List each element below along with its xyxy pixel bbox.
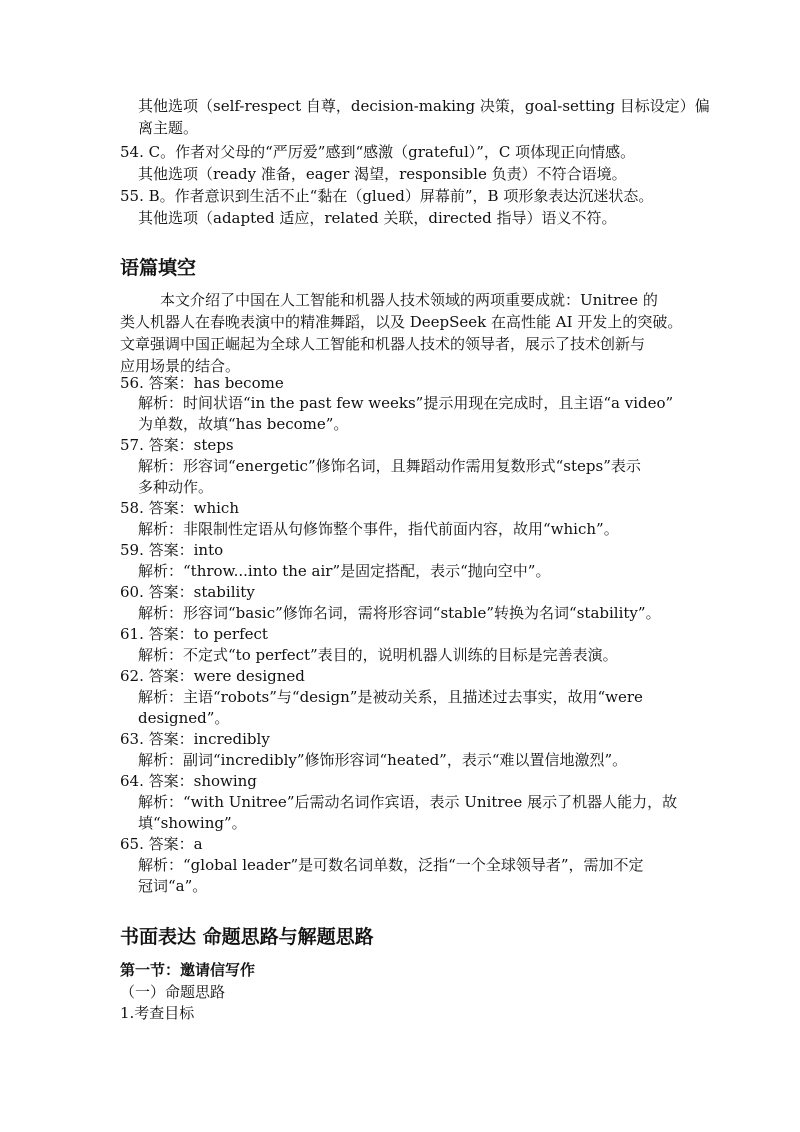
analysis-line: 解析：形容词“energetic”修饰名词，且舞蹈动作需用复数形式“steps”表示 [138,457,641,475]
answer-line: 60. 答案：stability [120,583,255,601]
intro-line: 类人机器人在春晚表演中的精准舞蹈，以及 DeepSeek 在高性能 AI 开发上的突破。 [120,313,683,331]
analysis-line: 解析：主语“robots”与“design”是被动关系，且描述过去事实，故用“were [138,688,643,706]
section-subtitle: 第一节：邀请信写作 [120,961,256,979]
analysis-line: 多种动作。 [138,478,214,496]
intro-line: 本文介绍了中国在人工智能和机器人技术领域的两项重要成就：Unitree 的 [160,291,658,309]
analysis-line: designed”。 [138,709,230,727]
intro-line: 应用场景的结合。 [120,357,241,375]
analysis-line: 解析：不定式“to perfect”表目的，说明机器人训练的目标是完善表演。 [138,646,618,664]
analysis-line: 填“showing”。 [138,814,247,832]
analysis-line: 冠词“a”。 [138,877,208,895]
answer-line: 58. 答案：which [120,499,239,517]
analysis-line: 解析：“global leader”是可数名词单数，泛指“一个全球领导者”，需加不定 [138,856,644,874]
part-title: （一）命题思路 [120,983,226,1001]
section-title-writing: 书面表达 命题思路与解题思路 [120,926,374,948]
intro-line: 文章强调中国正崛起为全球人工智能和机器人技术的领导者，展示了技术创新与 [120,335,646,353]
answer-line: 59. 答案：into [120,541,224,559]
analysis-line: 解析：“throw...into the air”是固定搭配，表示“抛向空中”。 [138,562,551,580]
answer-line: 61. 答案：to perfect [120,625,268,643]
analysis-line: 解析：副词“incredibly”修饰形容词“heated”，表示“难以置信地激烈”。 [138,751,628,769]
answer-line: 62. 答案：were designed [120,667,305,685]
answer-line: 63. 答案：incredibly [120,730,270,748]
answer-55: 55. B。作者意识到生活不止“黏在（glued）屏幕前”，B 项形象表达沉迷状态。 [120,187,654,205]
analysis-line: 解析：非限制性定语从句修饰整个事件，指代前面内容，故用“which”。 [138,520,619,538]
answer-line: 65. 答案：a [120,835,203,853]
answer-54: 54. C。作者对父母的“严厉爱”感到“感激（grateful）”，C 项体现正向情感。 [120,143,636,161]
answer-line: 56. 答案：has become [120,374,284,392]
analysis-line: 解析：“with Unitree”后需动名词作宾语，表示 Unitree 展示了机器人能力，故 [138,793,678,811]
item-title: 1.考查目标 [120,1004,195,1022]
answer-line: 57. 答案：steps [120,436,234,454]
text-line: 其他选项（self-respect 自尊，decision-making 决策，goal-setting 目标设定）偏 [138,97,710,115]
text-line: 其他选项（adapted 适应，related 关联，directed 指导）语义不符。 [138,209,617,227]
analysis-line: 解析：形容词“basic”修饰名词，需将形容词“stable”转换为名词“stability”。 [138,604,661,622]
analysis-line: 为单数，故填“has become”。 [138,415,349,433]
analysis-line: 解析：时间状语“in the past few weeks”提示用现在完成时，且主语“a video” [138,394,674,412]
text-line: 离主题。 [138,119,199,137]
answer-line: 64. 答案：showing [120,772,257,790]
text-line: 其他选项（ready 准备，eager 渴望，responsible 负责）不符合语境。 [138,165,627,183]
section-title-cloze: 语篇填空 [120,257,197,279]
